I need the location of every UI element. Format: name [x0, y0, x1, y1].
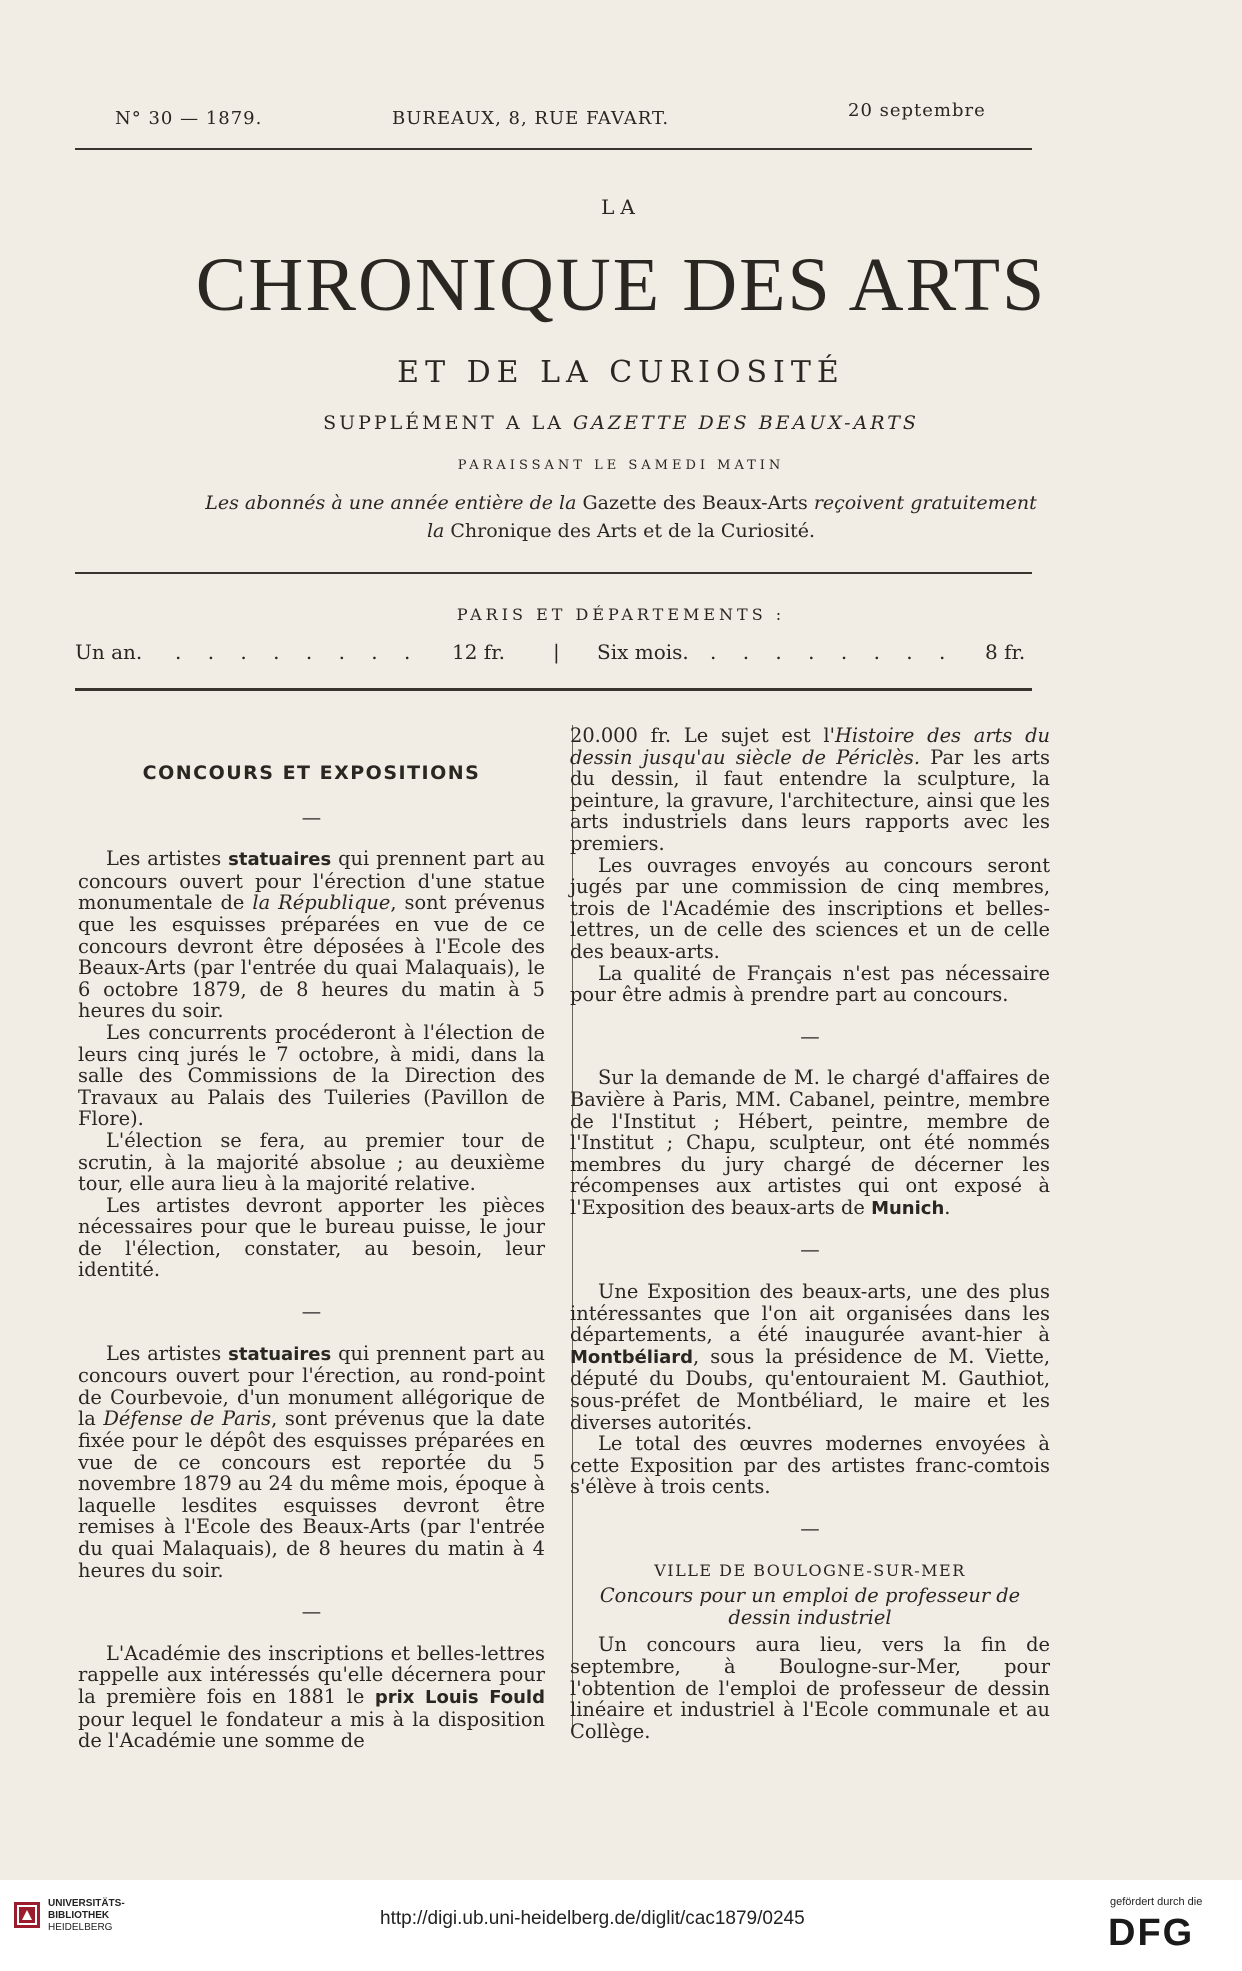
year-leader: . . . . . . . .	[175, 640, 421, 664]
page-url-link[interactable]: http://digi.ub.uni-heidelberg.de/diglit/cac1879/0245	[380, 1908, 805, 1929]
bold-text: Munich	[871, 1197, 945, 1219]
text: pour lequel le fondateur a mis à la disposition de l'Académie une somme de	[78, 1707, 545, 1753]
dash-divider: —	[800, 1517, 820, 1540]
paragraph: Un concours aura lieu, vers la fin de septembre, à Boulogne-sur-Mer, pour l'obtention de l'emploi de professeur de dessin linéaire et industriel à l'Ecole communale et au Collège.	[570, 1633, 1050, 1743]
dash-divider: —	[301, 1600, 322, 1624]
paragraph	[78, 1643, 545, 1752]
half-leader: . . . . . . . .	[710, 640, 956, 664]
notice-2b: Chronique des Arts et de la Curiosité.	[450, 520, 816, 542]
dash-divider: —	[301, 1300, 322, 1324]
masthead-title: CHRONIQUE DES ARTS	[195, 243, 1047, 327]
supplement-line	[0, 412, 1242, 434]
text: , sous la présidence de M. Viette, député du Doubs, qu'entouraient M. Gauthiot, sous-préfet de Montbéliard, le maire et les diverses autorités.	[570, 1344, 1050, 1434]
text: .	[944, 1195, 951, 1219]
subscriber-notice-1	[0, 492, 1242, 514]
dash-divider: —	[301, 805, 322, 829]
section-subtitle: Concours pour un emploi de professeur de dessin industriel	[599, 1584, 1021, 1629]
subscription-divider: |	[553, 640, 560, 664]
notice-1c: reçoivent gratuitement	[807, 492, 1037, 514]
notice-1a: Les abonnés à une année entière de la	[205, 492, 583, 514]
text: , sont prévenus que la date fixée pour le dépôt des esquisses préparées en vue de ce concours est reportée du 5 novembre 1879 au 24 du même mois, époque à laquelle lesdites esquisses devront être remises à l'Ecole des Beaux-Arts (par l'entrée du quai Malaquais), de 8 heures du matin à 4 heures du soir.	[78, 1407, 545, 1582]
left-column	[78, 725, 545, 1752]
text: qui prennent part au concours ouvert pour l'érection d'une statue monumentale de	[78, 847, 545, 915]
masthead-subtitle: ET DE LA CURIOSITÉ	[397, 355, 845, 390]
subscription-rule	[75, 688, 1032, 691]
text: L'Académie des inscriptions et belles-lettres rappelle aux intéressés qu'elle décernera pour la première fois en 1881 le	[78, 1641, 545, 1708]
year-label: Un an.	[75, 640, 143, 664]
masthead-rule	[75, 572, 1032, 574]
paragraph: L'élection se fera, au premier tour de scrutin, à la majorité absolue ; au deuxième tour, elle aura lieu à la majorité relative.	[78, 1128, 545, 1196]
text: Une Exposition des beaux-arts, une des plus intéressantes que l'on ait organisées dans les départements, a été inaugurée avant-hier à	[570, 1280, 1050, 1347]
subscriber-notice-2	[0, 520, 1242, 542]
paragraph: La qualité de Français n'est pas nécessaire pour être admis à prendre part au concours.	[570, 961, 1050, 1007]
italic-text: Défense de Paris	[103, 1407, 272, 1431]
text: 20.000 fr. Le sujet est l'	[570, 724, 835, 747]
institution-line: BIBLIOTHEK	[48, 1910, 110, 1921]
paragraph: Les artistes devront apporter les pièces nécessaires pour que le bureau puisse, le jour de l'élection, constater, au besoin, leur identité.	[78, 1193, 545, 1282]
text: , sont prévenus que les esquisses préparées en vue de ce concours devront être déposées à l'Ecole des Beaux-Arts (par l'entrée du quai Malaquais), le 6 octobre 1879, de 8 heures du matin à 5 heures du soir.	[78, 891, 545, 1023]
supplement-prefix: SUPPLÉMENT A LA	[323, 412, 573, 434]
bureaux-address: BUREAUX, 8, RUE FAVART.	[392, 108, 670, 129]
text: Les artistes	[106, 1341, 229, 1365]
half-year-label: Six mois.	[597, 640, 689, 664]
right-column	[570, 725, 1050, 1742]
bold-text: statuaires	[228, 849, 332, 871]
paragraph	[570, 725, 1050, 855]
masthead-article: LA	[601, 195, 641, 219]
paragraph: Les ouvrages envoyés au concours seront jugés par une commission de cinq membres, trois de l'Académie des inscriptions et belles-lettres, un de celle des sciences et un de celle des beaux-arts.	[570, 853, 1050, 963]
italic-text: la République	[252, 891, 391, 915]
section-heading: CONCOURS ET EXPOSITIONS	[142, 762, 481, 784]
text: Sur la demande de M. le chargé d'affaires de Bavière à Paris, MM. Cabanel, peintre, membre de l'Institut ; Hébert, peintre, membre de l'Institut ; Chapu, sculpteur, ont été nommés membres du jury chargé de décerner les récompenses aux artistes qui ont exposé à l'Exposition des beaux-arts de	[570, 1066, 1050, 1219]
issue-number: N° 30 — 1879.	[115, 108, 263, 129]
paragraph: Le total des œuvres modernes envoyées à cette Exposition par des artistes franc-comtois s'élève à trois cents.	[570, 1432, 1050, 1499]
year-price: 12 fr.	[452, 640, 505, 664]
institution-line: UNIVERSITÄTS-	[48, 1898, 125, 1909]
frequency-line: PARAISSANT LE SAMEDI MATIN	[457, 458, 785, 473]
paragraph	[570, 1281, 1050, 1433]
notice-1b: Gazette des Beaux-Arts	[582, 492, 808, 514]
subscription-heading: PARIS ET DÉPARTEMENTS :	[456, 605, 786, 624]
italic-text: Histoire des arts du dessin jusqu'au siècle de Périclès.	[570, 724, 1050, 769]
funding-note: gefördert durch die	[1110, 1896, 1203, 1908]
dash-divider: —	[800, 1024, 820, 1048]
bold-text: prix Louis Fould	[374, 1686, 545, 1708]
paragraph	[78, 848, 545, 1022]
notice-2a: la	[426, 520, 451, 542]
header-rule	[75, 148, 1032, 150]
issue-date: 20 septembre	[848, 100, 986, 121]
paragraph	[570, 1067, 1050, 1219]
dash-divider: —	[800, 1238, 820, 1262]
section-subheading: VILLE DE BOULOGNE-SUR-MER	[654, 1560, 966, 1580]
text: Les artistes	[106, 847, 229, 871]
paragraph: Les concurrents procéderont à l'élection de leurs cinq jurés le 7 octobre, à midi, dans la salle des Commissions de la Direction des Travaux au Palais des Tuileries (Pavillon de Flore).	[78, 1020, 545, 1131]
supplement-gazette: GAZETTE DES BEAUX-ARTS	[572, 412, 919, 434]
text: Par les arts du dessin, il faut entendre la sculpture, la peinture, la gravure, l'architecture, ainsi que les arts industriels dans leurs rapports avec les premiers.	[570, 745, 1050, 855]
paragraph	[78, 1343, 545, 1582]
bold-text: statuaires	[228, 1343, 332, 1365]
footer-bar	[0, 1880, 1242, 1971]
institution-line: HEIDELBERG	[48, 1922, 113, 1933]
bold-text: Montbéliard	[570, 1346, 694, 1368]
university-seal-icon	[14, 1902, 40, 1928]
half-year-price: 8 fr.	[985, 640, 1026, 664]
text: qui prennent part au concours ouvert pour l'érection, au rond-point de Courbevoie, d'un monument allégorique de la	[78, 1341, 545, 1431]
dfg-logo: DFG	[1108, 1912, 1195, 1954]
institution-name	[48, 1898, 125, 1934]
